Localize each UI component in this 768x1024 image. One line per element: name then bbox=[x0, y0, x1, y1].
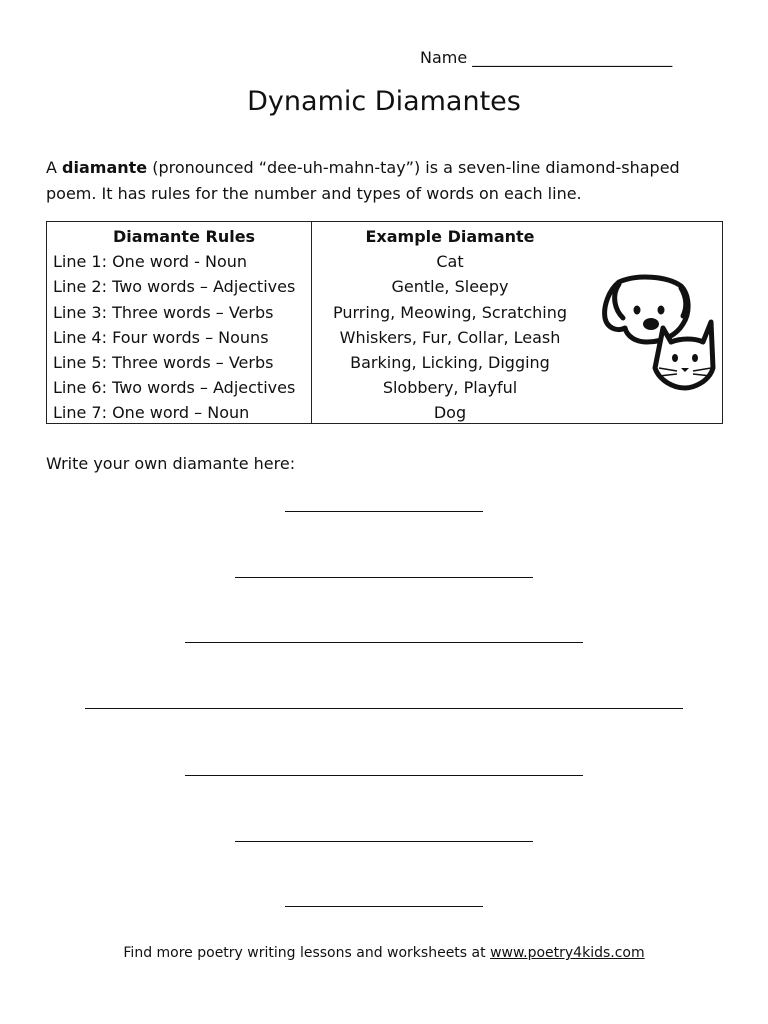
diamante-blank-line-5[interactable] bbox=[185, 775, 583, 776]
intro-prefix: A bbox=[46, 158, 63, 177]
name-field-label: Name _________________________ bbox=[420, 48, 673, 67]
example-line-3: Purring, Meowing, Scratching bbox=[332, 302, 568, 322]
rules-header: Diamante Rules bbox=[113, 227, 256, 246]
rule-line-4: Line 4: Four words – Nouns bbox=[53, 327, 269, 347]
example-header: Example Diamante bbox=[365, 227, 535, 246]
rule-line-3: Line 3: Three words – Verbs bbox=[53, 302, 274, 322]
footer-text: Find more poetry writing lessons and worksheets at bbox=[123, 945, 491, 961]
diamante-blank-line-7[interactable] bbox=[285, 906, 483, 907]
rules-column bbox=[53, 224, 309, 426]
write-prompt: Write your own diamante here: bbox=[46, 454, 296, 473]
table-divider bbox=[311, 222, 312, 423]
example-line-7: Dog bbox=[433, 403, 467, 423]
example-column bbox=[313, 224, 587, 426]
rule-line-1: Line 1: One word - Noun bbox=[53, 252, 248, 272]
intro-text: (pronounced “dee-uh-mahn-tay”) is a seven-line diamond-shaped poem. It has rules for the number and types of words on each line. bbox=[46, 158, 680, 203]
dog-cat-icon bbox=[597, 272, 717, 392]
rule-line-6: Line 6: Two words – Adjectives bbox=[53, 378, 296, 398]
rule-line-2: Line 2: Two words – Adjectives bbox=[53, 277, 296, 297]
page-title: Dynamic Diamantes bbox=[247, 86, 521, 117]
example-line-1: Cat bbox=[436, 252, 464, 272]
diamante-blank-line-2[interactable] bbox=[235, 577, 533, 578]
diamante-blank-line-3[interactable] bbox=[185, 642, 583, 643]
example-line-6: Slobbery, Playful bbox=[382, 378, 518, 398]
diamante-blank-line-1[interactable] bbox=[285, 511, 483, 512]
footer bbox=[0, 945, 768, 961]
diamante-blank-line-4[interactable] bbox=[85, 708, 683, 709]
example-line-5: Barking, Licking, Digging bbox=[350, 352, 550, 372]
footer-link[interactable]: www.poetry4kids.com bbox=[490, 945, 645, 961]
diamante-blank-line-6[interactable] bbox=[235, 841, 533, 842]
example-line-2: Gentle, Sleepy bbox=[391, 277, 509, 297]
rule-line-7: Line 7: One word – Noun bbox=[53, 403, 250, 423]
intro-paragraph bbox=[46, 155, 726, 207]
intro-term: diamante bbox=[62, 158, 148, 177]
rules-table bbox=[46, 221, 723, 424]
example-line-4: Whiskers, Fur, Collar, Leash bbox=[339, 327, 561, 347]
rule-line-5: Line 5: Three words – Verbs bbox=[53, 352, 274, 372]
